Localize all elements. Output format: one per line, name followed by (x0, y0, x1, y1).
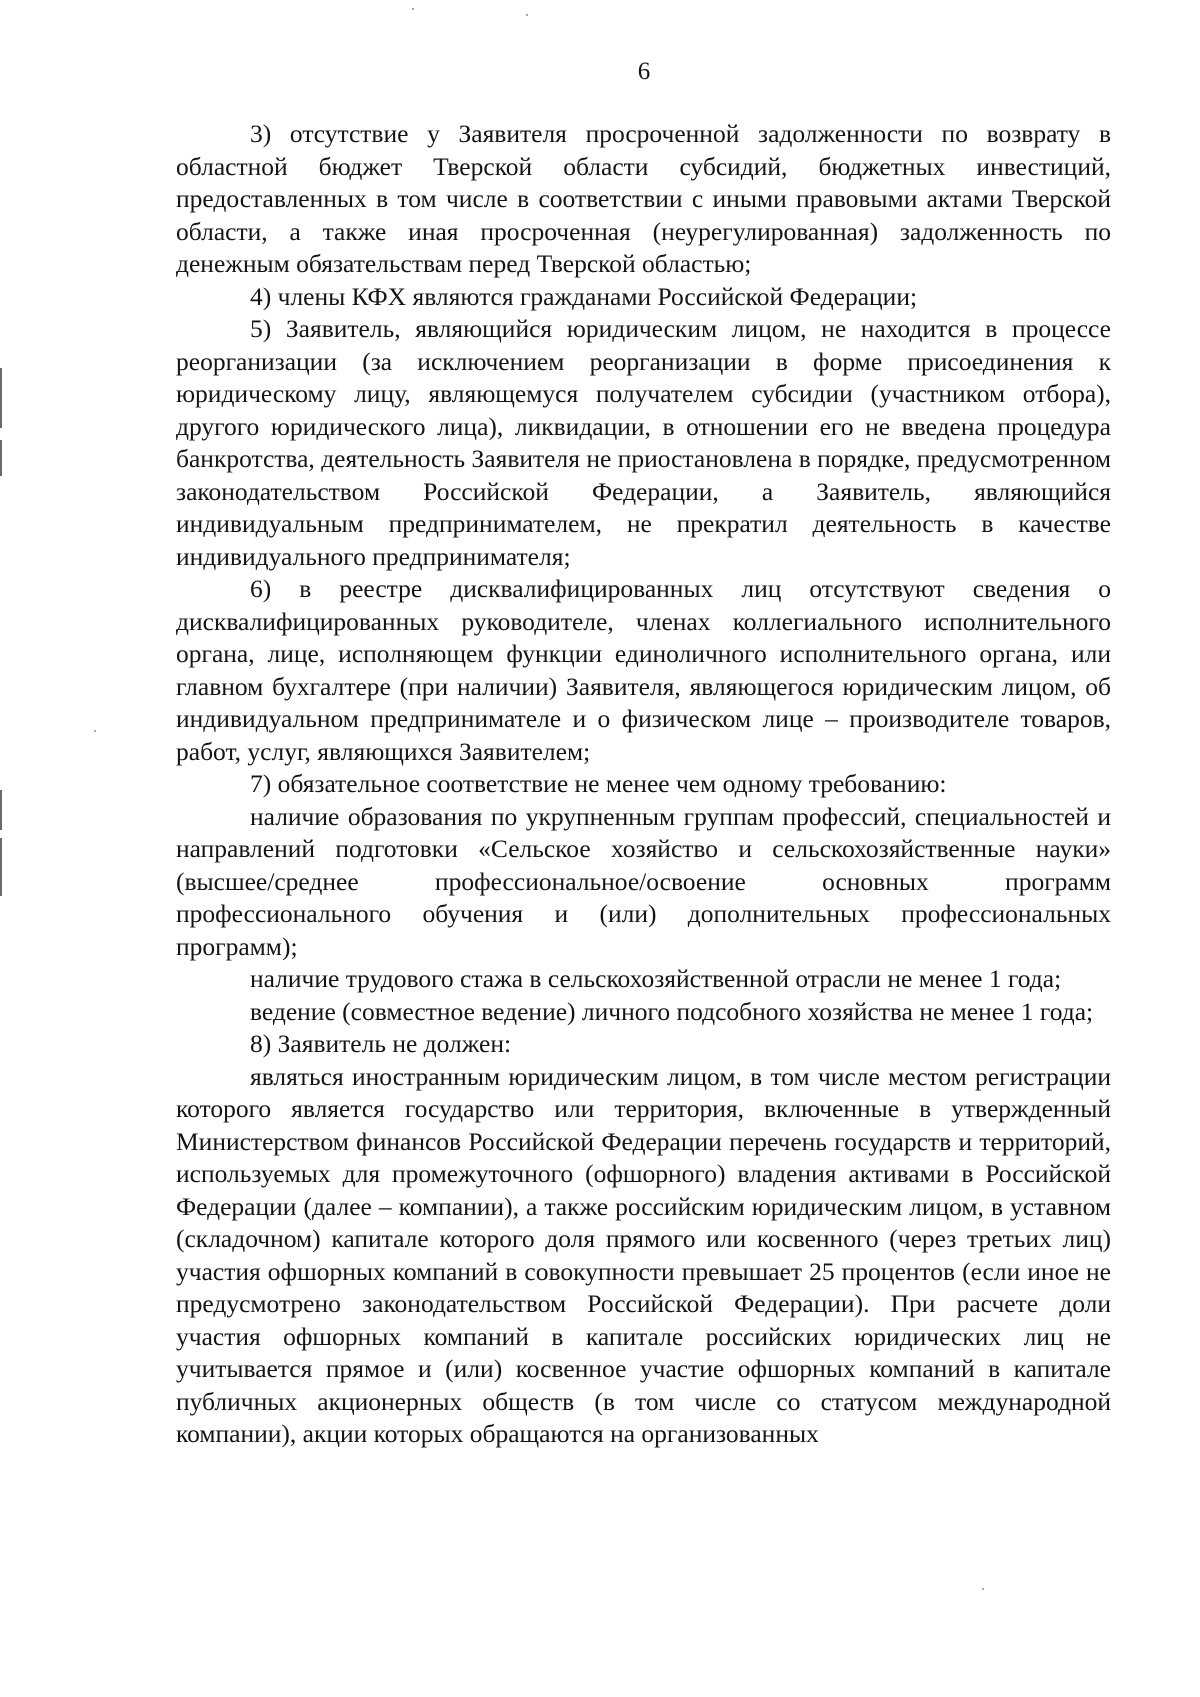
paragraph-item-7: 7) обязательное соответствие не менее чем одному требованию: (250, 769, 947, 798)
paragraph-offshore-restriction: являться иностранным юридическим лицом, в том числе местом регистрации которого является государство или территория, включенные в утвержденный Министерством финансов Российской Федерации перечень государств и территорий, используемых для промежуточного (офшорного) владения активами в Российской Федерации (далее – компании), а также российским юридическим лицом, в уставном (складочном) капитале которого доля прямого или косвенного (через третьих лиц) участия офшорных компаний в совокупности превышает 25 процентов (если иное не предусмотрено законодательством Российской Федерации). При расчете доли участия офшорных компаний в капитале российских юридических лиц не учитывается прямое и (или) косвенное участие офшорных компаний в капитале публичных акционерных обществ (в том числе со статусом международной компании), акции которых обращаются на организованных (176, 1061, 1111, 1448)
paragraph-item-8: 8) Заявитель не должен: (250, 1029, 512, 1058)
scan-artifact (412, 8, 414, 10)
paragraph-item-3: 3) отсутствие у Заявителя просроченной задолженности по возврату в областной бюджет Тверской области субсидий, бюджетных инвестиций, предоставленных в том числе в соответствии с иными правовыми актами Тверской области, а также иная просроченная (неурегулированная) задолженность по денежным обязательствам перед Тверской областью; (176, 119, 1111, 278)
scan-artifact (0, 790, 2, 830)
scan-artifact (0, 368, 2, 428)
paragraph-item-5: 5) Заявитель, являющийся юридическим лицом, не находится в процессе реорганизации (за исключением реорганизации в форме присоединения к юридическому лицу, являющемуся получателем субсидии (участником отбора), другого юридического лица), ликвидации, в отношении его не введена процедура банкротства, деятельность Заявителя не приостановлена в порядке, предусмотренном законодательством Российской Федерации, а Заявитель, являющийся индивидуальным предпринимателем, не прекратил деятельность в качестве индивидуального предпринимателя; (176, 314, 1111, 571)
page-number: 6 (637, 58, 651, 85)
paragraph-requirement-work-experience: наличие трудового стажа в сельскохозяйственной отрасли не менее 1 года; (250, 964, 1062, 993)
paragraph-item-6: 6) в реестре дисквалифицированных лиц отсутствуют сведения о дисквалифицированных руководителе, членах коллегиального исполнительного органа, лице, исполняющем функции единоличного исполнительного органа, или главном бухгалтере (при наличии) Заявителя, являющегося юридическим лицом, об индивидуальном предпринимателе и о физическом лице – производителе товаров, работ, услуг, являющихся Заявителем; (176, 574, 1111, 766)
document-body (176, 118, 1111, 1451)
paragraph-requirement-education: наличие образования по укрупненным группам профессий, специальностей и направлений подготовки «Сельское хозяйство и сельскохозяйственные науки» (высшее/среднее профессиональное/освоение основных программ профессионального обучения и (или) дополнительных профессиональных программ); (176, 801, 1111, 961)
scan-artifact (94, 730, 96, 732)
scan-artifact (0, 838, 2, 896)
scan-artifact (526, 14, 528, 16)
paragraph-requirement-household: ведение (совместное ведение) личного подсобного хозяйства не менее 1 года; (250, 996, 1094, 1026)
scan-artifact (0, 440, 2, 476)
scan-artifact (982, 1588, 984, 1590)
paragraph-item-4: 4) члены КФХ являются гражданами Российской Федерации; (250, 281, 918, 311)
